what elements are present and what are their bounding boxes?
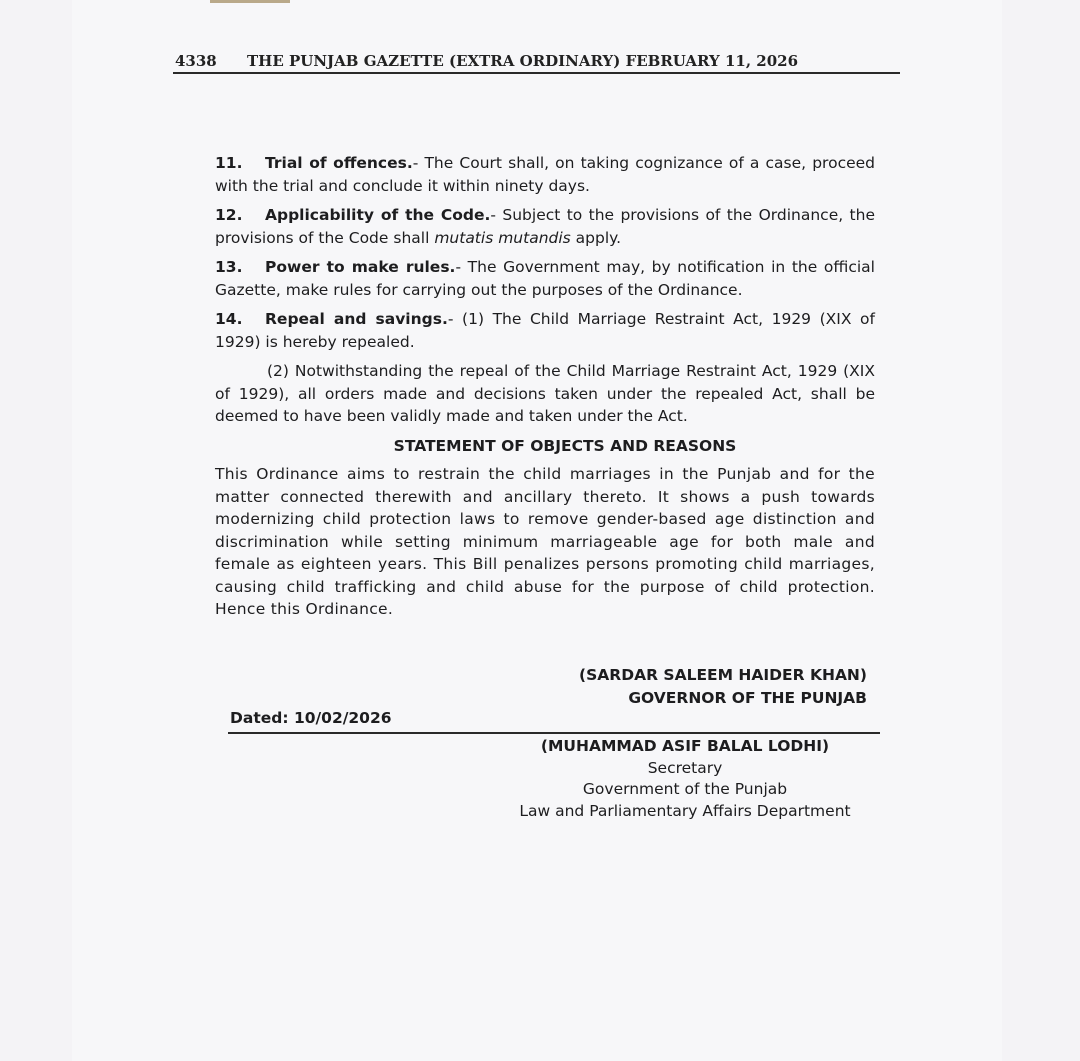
- secretary-signature-block: [490, 736, 880, 822]
- section-number: 14.: [215, 310, 243, 328]
- ordinance-body: [215, 152, 875, 628]
- governor-name: (SARDAR SALEEM HAIDER KHAN): [579, 666, 867, 684]
- section-text: - The Government may, by notification in the official Gazette, make rules for carrying out the purposes of the Ordinance.: [215, 258, 875, 299]
- section-number: 11.: [215, 154, 243, 172]
- governor-title: GOVERNOR OF THE PUNJAB: [628, 689, 867, 707]
- secretary-title: Secretary: [647, 758, 723, 777]
- section-14-subsection-2: (2) Notwithstanding the repeal of the Child Marriage Restraint Act, 1929 (XIX of 1929), all orders made and decisions taken under the repealed Act, shall be deemed to have been validly made and taken under the Act.: [215, 362, 875, 425]
- section-heading: Repeal and savings.: [265, 310, 448, 328]
- statement-title: STATEMENT OF OBJECTS AND REASONS: [393, 436, 737, 455]
- secretary-name: (MUHAMMAD ASIF BALAL LODHI): [540, 737, 830, 755]
- section-number: 12.: [215, 206, 243, 224]
- governor-signature-block: [535, 664, 867, 710]
- section-italic: mutatis mutandis: [434, 228, 571, 247]
- section-heading: Applicability of the Code.: [265, 206, 491, 224]
- section-heading: Power to make rules.: [265, 258, 456, 276]
- section-11: [215, 152, 875, 197]
- section-number: 13.: [215, 258, 243, 276]
- gazette-header: [175, 52, 900, 70]
- header-rule: [173, 72, 900, 74]
- gazette-title: THE PUNJAB GAZETTE (EXTRA ORDINARY) FEBRUARY 11, 2026: [247, 52, 799, 70]
- section-12: [215, 204, 875, 249]
- page-number: 4338: [175, 52, 217, 70]
- signature-rule: [228, 732, 880, 734]
- section-13: [215, 256, 875, 301]
- section-heading: Trial of offences.: [265, 154, 413, 172]
- section-tail: apply.: [570, 228, 622, 247]
- dated-line: Dated: 10/02/2026: [230, 709, 392, 727]
- department-name: Law and Parliamentary Affairs Department: [519, 801, 851, 820]
- statement-text: This Ordinance aims to restrain the child marriages in the Punjab and for the matter connected therewith and ancillary thereto. It shows a push towards modernizing child protection laws to remove gender-based age distinction and discrimination while setting minimum marriageable age for both male and female as eighteen years. This Bill penalizes persons promoting child marriages, causing child trafficking and child abuse for the purpose of child protection. Hence this Ordinance.: [215, 465, 875, 618]
- section-text: - Subject to the provisions of the Ordinance, the provisions of the Code shall: [215, 206, 875, 247]
- scan-smudge: [210, 0, 290, 3]
- section-text: - (1) The Child Marriage Restraint Act, 1929 (XIX of 1929) is hereby repealed.: [215, 310, 875, 351]
- section-text: - The Court shall, on taking cognizance of a case, proceed with the trial and conclude it within ninety days.: [215, 154, 875, 195]
- government-name: Government of the Punjab: [582, 780, 788, 798]
- section-14: [215, 308, 875, 353]
